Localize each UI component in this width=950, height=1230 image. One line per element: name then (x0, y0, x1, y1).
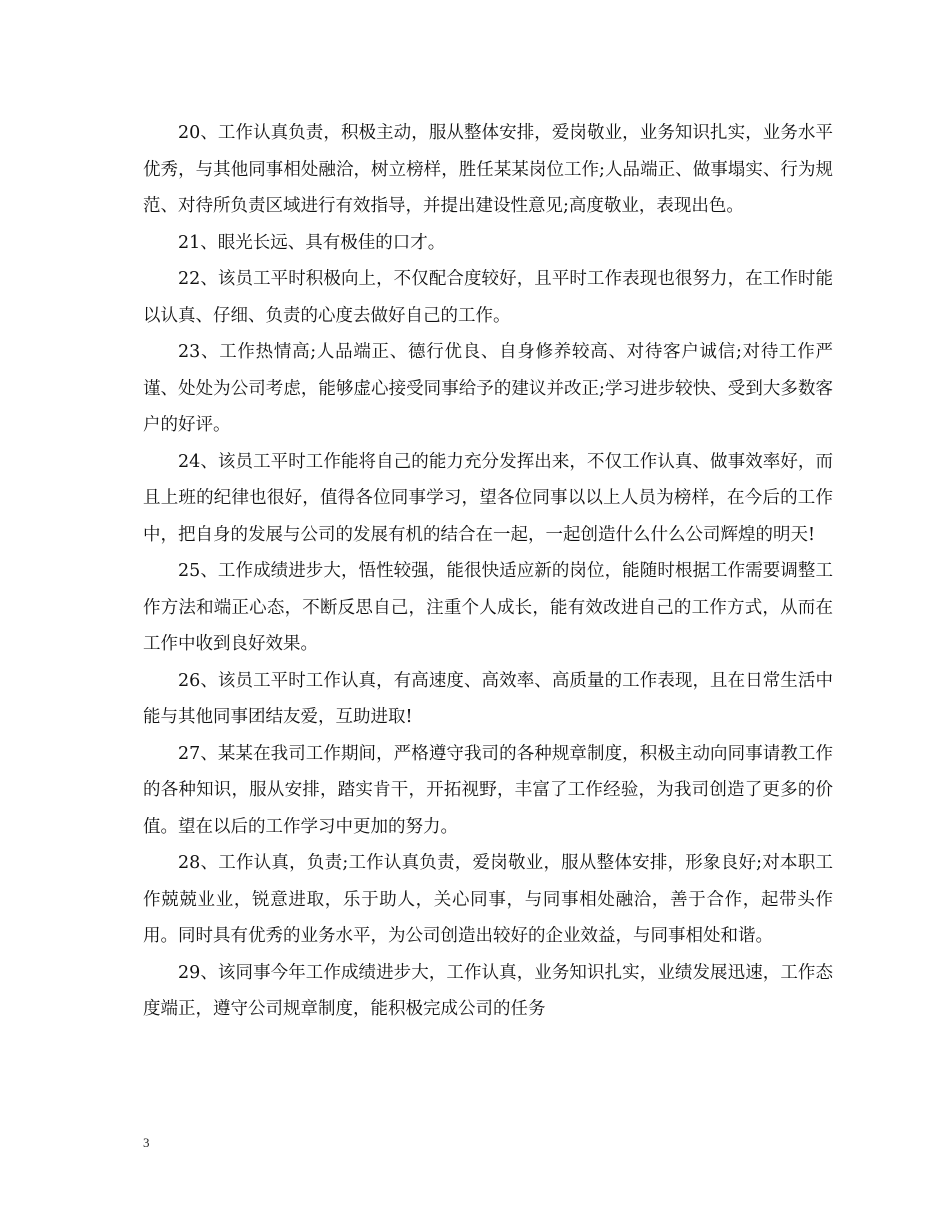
paragraph-21: 21、眼光长远、具有极佳的口才。 (178, 232, 446, 253)
paragraph-26: 26、该员工平时工作认真，有高速度、高效率、高质量的工作表现，且在日常生活中能与其他同事团结友爱，互助进取! (143, 670, 833, 727)
paragraph-23: 23、工作热情高;人品端正、德行优良、自身修养较高、对待客户诚信;对待工作严谨、处处为公司考虑，能够虚心接受同事给予的建议并改正;学习进步较快、受到大多数客户的好评。 (143, 342, 833, 435)
paragraph-24: 24、该员工平时工作能将自己的能力充分发挥出来，不仅工作认真、做事效率好，而且上班的纪律也很好，值得各位同事学习，望各位同事以以上人员为榜样，在今后的工作中，把自身的发展与公司的发展有机的结合在一起，一起创造什么什么公司辉煌的明天! (143, 451, 833, 545)
paragraph-22: 22、该员工平时积极向上，不仅配合度较好，且平时工作表现也很努力，在工作时能以认真、仔细、负责的心度去做好自己的工作。 (143, 269, 833, 326)
page-number: 3 (143, 1135, 150, 1150)
paragraph-28: 28、工作认真，负责;工作认真负责，爱岗敬业，服从整体安排，形象良好;对本职工作兢兢业业，锐意进取，乐于助人，关心同事，与同事相处融洽，善于合作，起带头作用。同时具有优秀的业务水平，为公司创造出较好的企业效益，与同事相处和谐。 (143, 853, 833, 946)
paragraph-29: 29、该同事今年工作成绩进步大，工作认真，业务知识扎实，业绩发展迅速，工作态度端正，遵守公司规章制度，能积极完成公司的任务 (143, 962, 833, 1019)
document-body (143, 115, 833, 1028)
paragraph-27: 27、某某在我司工作期间，严格遵守我司的各种规章制度，积极主动向同事请教工作的各种知识，服从安排，踏实肯干，开拓视野，丰富了工作经验，为我司创造了更多的价值。望在以后的工作学习中更加的努力。 (143, 743, 833, 837)
paragraph-25: 25、工作成绩进步大，悟性较强，能很快适应新的岗位，能随时根据工作需要调整工作方法和端正心态，不断反思自己，注重个人成长，能有效改进自己的工作方式，从而在工作中收到良好效果。 (143, 561, 833, 654)
paragraph-20: 20、工作认真负责，积极主动，服从整体安排，爱岗敬业，业务知识扎实，业务水平优秀，与其他同事相处融洽，树立榜样，胜任某某岗位工作;人品端正、做事塌实、行为规范、对待所负责区域进行有效指导，并提出建设性意见;高度敬业，表现出色。 (143, 123, 833, 216)
